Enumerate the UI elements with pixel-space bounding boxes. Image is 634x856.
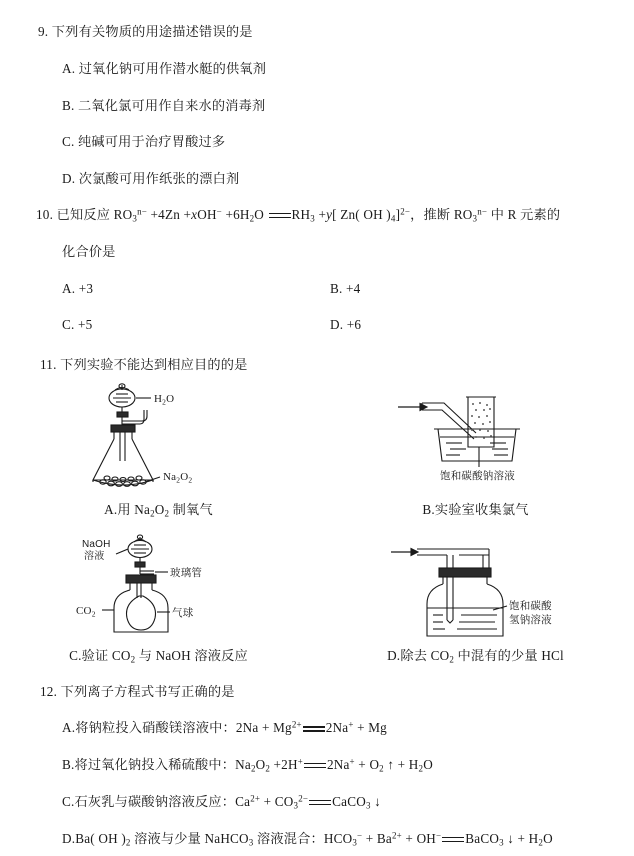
equals-sign <box>442 836 464 844</box>
eq-sub: 2 <box>379 763 384 774</box>
eq-term-o: O <box>254 206 265 222</box>
question-12-option-c[interactable] <box>62 792 634 812</box>
eq-ion-repeat: RO <box>453 206 473 222</box>
figure-a-apparatus-na2o2-oxygen <box>59 383 259 498</box>
eq-term-oh: OH <box>197 206 217 222</box>
eq-ba: + Ba <box>362 830 392 846</box>
option-rhs-tail: + Mg <box>353 720 387 736</box>
option-colon: ： <box>222 720 236 736</box>
caption-post: 制氧气 <box>169 501 213 517</box>
eq-sub: 2 <box>249 213 255 224</box>
caption-sub: 2 <box>449 654 454 665</box>
eq-caco3: CaCO <box>332 793 366 809</box>
eq-sub: 2 <box>265 763 271 774</box>
question-9 <box>0 22 634 189</box>
eq-o-final: O <box>543 830 553 846</box>
eq-ca: Ca <box>235 793 251 809</box>
option-text: 次氯酸可用作纸张的漂白剂 <box>78 171 240 187</box>
eq-sub: 3 <box>352 837 358 848</box>
eq-term-h2o: +6H <box>225 206 250 222</box>
option-label: B. <box>62 97 75 113</box>
eq-o-tail: O <box>423 757 433 773</box>
eq-term-zn: +4Zn <box>150 206 181 222</box>
eq-hco3: HCO <box>323 830 353 846</box>
option-label: C. <box>62 317 75 333</box>
option-colon: ： <box>221 793 236 809</box>
option-text: +6 <box>346 317 362 333</box>
question-10-equation: $RO_3^{n-} +4Zn +xOH^- +6H_2O$ $RH_3 +y$[ Zn( OH )$_4]^{2-}$，推断 $RO_3^{n-}$ <box>113 206 488 224</box>
option-text: +4 <box>346 280 361 296</box>
eq-sub: 3 <box>499 837 504 848</box>
figure-c-caption <box>0 646 317 666</box>
question-10 <box>0 205 634 335</box>
figure-c-apparatus-co2-naoh <box>54 532 264 644</box>
question-12-option-d[interactable] <box>62 829 634 849</box>
equals-sign <box>303 725 325 733</box>
figure-b-apparatus-collect-chlorine <box>376 383 576 498</box>
caption-sub: 2 <box>150 508 155 519</box>
eq-sub: 3 <box>365 800 371 811</box>
eq-product-rh3: RH <box>291 206 311 222</box>
figure-d-label-solution-line2: 氢钠溶液 <box>508 613 552 626</box>
question-11-number: 11. <box>40 357 57 373</box>
option-text: 过氧化钠可用作潜水艇的供氧剂 <box>78 60 267 76</box>
option-label: D. <box>62 171 76 187</box>
option-label: A. <box>62 60 76 76</box>
caption-sub2: 2 <box>164 508 170 519</box>
eq-sub: 2 <box>250 763 256 774</box>
question-10-stem-prefix: 已知反应 <box>56 206 111 222</box>
eq-sub: 3 <box>472 213 478 224</box>
eq-o: O <box>255 757 266 773</box>
figure-c-label-glass-tube: 玻璃管 <box>169 566 202 579</box>
question-10-stem-line <box>36 205 634 225</box>
eq-comma-text: ，推断 <box>410 206 451 222</box>
caption-pre: 除去 CO <box>400 647 450 663</box>
option-colon: ： <box>310 830 324 846</box>
figure-d-container <box>317 532 634 644</box>
option-label: A. <box>62 720 76 736</box>
equals-sign <box>304 762 326 770</box>
question-11-caption-row-1 <box>0 500 634 520</box>
figure-c-container <box>0 532 317 644</box>
question-12-option-a[interactable] <box>62 718 634 738</box>
caption-pre: 用 Na <box>117 501 151 517</box>
question-11-figure-row-1 <box>0 383 634 498</box>
eq-sub: 4 <box>390 213 396 224</box>
eq-baoh: Ba( OH ) <box>75 830 126 846</box>
option-text: 二氧化氯可用作自来水的消毒剂 <box>78 97 266 113</box>
eq-na: Na <box>235 757 251 773</box>
caption-label: D. <box>387 647 401 663</box>
equals-sign <box>309 799 331 807</box>
figure-c-label-naoh-line2: 溶液 <box>83 550 104 562</box>
eq-coef-x: x <box>191 206 198 222</box>
question-11-stem: 下列实验不能达到相应目的的是 <box>60 357 248 373</box>
eq-bracket-close: ] <box>395 206 401 222</box>
question-10-options-row-1 <box>62 279 634 299</box>
option-rhs: 2Na <box>325 720 349 736</box>
figure-c-label-co2: $CO_2$ <box>75 604 96 619</box>
eq-arrow-h: ↑ + H <box>383 757 419 773</box>
eq-sub: 3 <box>293 800 299 811</box>
question-12-stem-line <box>40 682 634 702</box>
figure-d-caption <box>317 646 634 666</box>
caption-pre: 验证 CO <box>81 647 131 663</box>
eq-o2: + O <box>354 757 380 773</box>
eq-reactant-ro3: RO <box>113 206 133 222</box>
question-12-option-b[interactable] <box>62 755 634 775</box>
eq-sup: 2+ <box>250 793 261 804</box>
eq-precipitate-arrow: ↓ <box>370 793 381 809</box>
eq-sub: 2 <box>418 763 424 774</box>
question-12-stem: 下列离子方程式书写正确的是 <box>60 683 235 699</box>
option-rhs-sup: + <box>348 719 354 730</box>
eq-sup: n− <box>137 206 148 217</box>
eq-sup: n− <box>477 206 488 217</box>
option-text: 纯碱可用于治疗胃酸过多 <box>78 134 226 150</box>
question-10-option-c[interactable] <box>62 315 330 335</box>
option-label: C. <box>62 793 75 809</box>
eq-sup: + <box>349 756 355 767</box>
caption-text: 实验室收集氯气 <box>434 501 529 517</box>
question-10-stem-suffix: 中 R 元素的 <box>490 206 561 222</box>
eq-co3: + CO <box>260 793 294 809</box>
eq-sub: 3 <box>310 213 315 224</box>
question-10-number: 10. <box>36 206 54 222</box>
eq-sup: + <box>297 756 303 767</box>
caption-post: 中混有的少量 HCl <box>454 647 564 663</box>
figure-c-label-naoh-line1: NaOH <box>81 538 111 550</box>
question-9-stem: 下列有关物质的用途描述错误的是 <box>51 24 253 39</box>
eq-sub: 2 <box>538 837 544 848</box>
eq-h: +2H <box>270 757 298 773</box>
figure-d-apparatus-gas-washing <box>371 532 581 644</box>
question-12-number: 12. <box>40 683 58 699</box>
caption-label: C. <box>69 647 82 663</box>
caption-label: B. <box>422 501 435 517</box>
eq-precipitate-water: ↓ + H <box>503 830 539 846</box>
question-9-option-a[interactable] <box>62 59 634 79</box>
question-11-stem-line <box>40 355 634 375</box>
option-colon: ： <box>221 757 236 773</box>
question-10-stem-line2: 化合价是 <box>62 243 116 259</box>
figure-a-caption <box>0 500 317 520</box>
option-text: +3 <box>78 280 94 296</box>
caption-mid: O <box>154 501 165 517</box>
caption-sub: 2 <box>130 654 136 665</box>
option-label: B. <box>62 757 75 773</box>
figure-a-label-h2o: $H_2O$ <box>153 392 174 407</box>
eq-sub: 3 <box>248 837 254 848</box>
option-desc: 石灰乳与碳酸钠溶液反应 <box>74 793 222 809</box>
question-11-figure-row-2 <box>0 532 634 644</box>
eq-sub: 3 <box>132 213 138 224</box>
option-label: A. <box>62 280 76 296</box>
eq-nahco3-text: 溶液与少量 NaHCO <box>130 830 249 846</box>
figure-d-label-solution-line1: 饱和碳酸 <box>508 599 552 612</box>
option-label: D. <box>330 317 344 333</box>
question-9-stem-line <box>38 22 634 42</box>
figure-c-label-balloon: 气球 <box>171 606 193 619</box>
figure-a-container <box>0 383 317 498</box>
option-desc: 将过氧化钠投入稀硫酸中 <box>74 757 222 773</box>
question-11-caption-row-2 <box>0 646 634 666</box>
eq-oh: + OH <box>401 830 437 846</box>
option-text: +5 <box>78 317 93 333</box>
caption-label: A. <box>104 501 118 517</box>
eq-na-ion: 2Na <box>326 757 350 773</box>
option-label: D. <box>62 830 76 846</box>
option-desc: 将钠粒投入硝酸镁溶液中 <box>75 720 223 736</box>
eq-sup: 2− <box>400 206 411 217</box>
eq-sup: 2− <box>298 793 309 804</box>
eq-baco3: BaCO <box>465 830 500 846</box>
eq-mix-text: 溶液混合 <box>253 830 311 846</box>
question-9-option-c[interactable] <box>62 132 634 152</box>
question-9-option-b[interactable] <box>62 96 634 116</box>
option-lhs-sup: 2+ <box>291 719 302 730</box>
eq-sub: 2 <box>125 837 131 848</box>
question-10-option-d[interactable] <box>330 315 634 335</box>
eq-coef-y: y <box>326 206 333 222</box>
question-10-options-row-2 <box>62 315 634 335</box>
question-10-option-a[interactable] <box>62 279 330 299</box>
eq-sup: 2+ <box>391 830 402 841</box>
eq-product-zn-oh: [ Zn( OH ) <box>332 206 391 222</box>
eq-sup: − <box>436 830 442 841</box>
figure-b-label-solution: 饱和碳酸钠溶液 <box>439 469 515 482</box>
option-lhs: 2Na + Mg <box>235 720 292 736</box>
question-11 <box>0 355 634 665</box>
figure-a-label-na2o2: $Na_2O_2$ <box>162 470 192 485</box>
question-12 <box>0 682 634 849</box>
eq-sup: − <box>216 206 222 217</box>
question-10-option-b[interactable] <box>330 279 634 299</box>
option-label: C. <box>62 134 75 150</box>
figure-b-caption <box>317 500 634 520</box>
option-label: B. <box>330 280 343 296</box>
caption-post: 与 NaOH 溶液反应 <box>135 647 248 663</box>
question-9-option-d[interactable] <box>62 169 634 189</box>
equals-sign <box>269 212 291 220</box>
figure-b-container <box>317 383 634 498</box>
question-9-number: 9. <box>38 24 49 39</box>
eq-sup: − <box>357 830 363 841</box>
